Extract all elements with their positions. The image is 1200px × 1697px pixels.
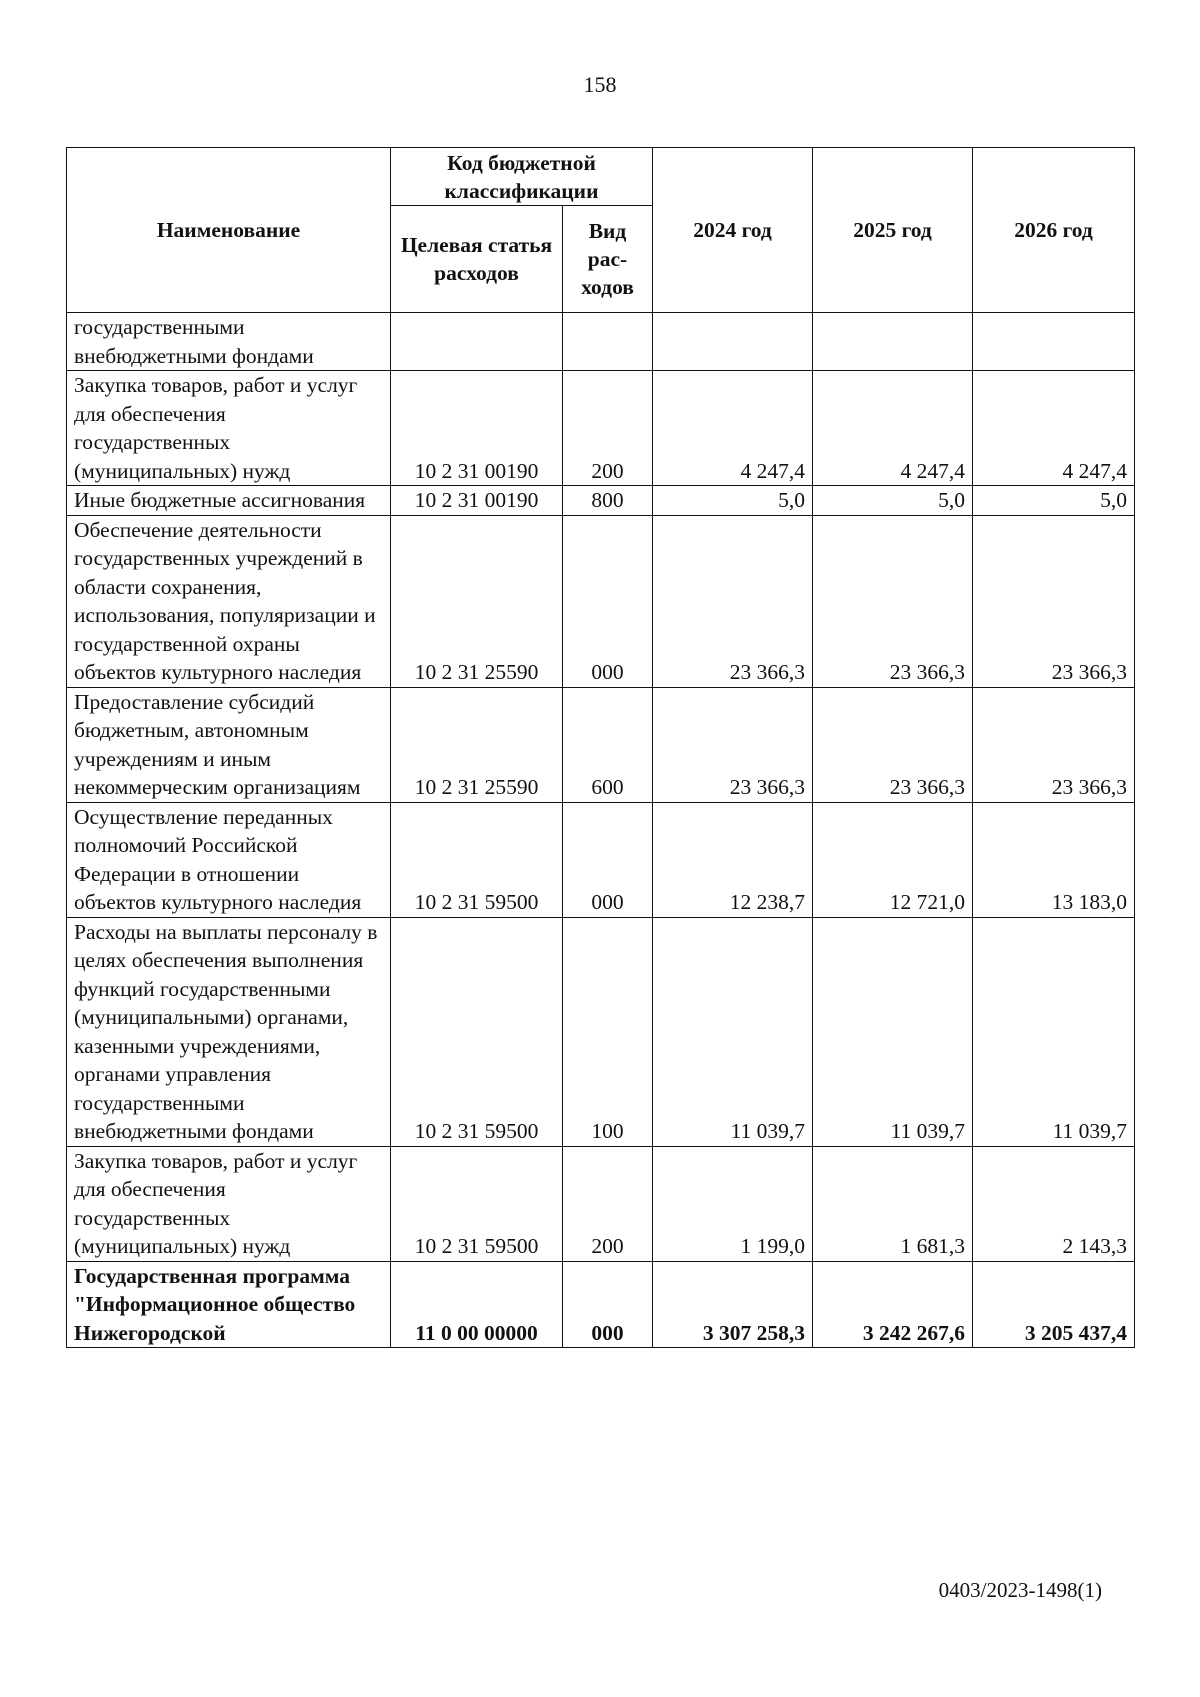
row-target-article: 10 2 31 59500 (391, 917, 563, 1146)
row-target-article: 10 2 31 59500 (391, 802, 563, 917)
row-value-2026: 13 183,0 (973, 802, 1135, 917)
row-name: Закупка товаров, работ и услуг для обеспечения государственных (муниципальных) нужд (67, 371, 391, 486)
row-value-2026 (973, 313, 1135, 371)
row-name: Предоставление субсидий бюджетным, автономным учреждениям и иным некоммерческим организациям (67, 687, 391, 802)
table-row (67, 486, 1135, 516)
table-row (67, 371, 1135, 486)
row-value-2024 (653, 313, 813, 371)
row-name: Закупка товаров, работ и услуг для обеспечения государственных (муниципальных) нужд (67, 1146, 391, 1261)
row-expense-type: 000 (563, 515, 653, 687)
table-row (67, 687, 1135, 802)
header-budget-code: Код бюджетной классификации (391, 148, 653, 206)
table-row (67, 802, 1135, 917)
row-value-2026: 23 366,3 (973, 515, 1135, 687)
row-name: Обеспечение деятельности государственных учреждений в области сохранения, использования, популяризации и государственной охраны объектов культурного наследия (67, 515, 391, 687)
row-value-2025: 12 721,0 (813, 802, 973, 917)
row-value-2024: 11 039,7 (653, 917, 813, 1146)
header-year-2024: 2024 год (653, 148, 813, 313)
row-target-article (391, 313, 563, 371)
row-expense-type: 200 (563, 1146, 653, 1261)
row-value-2025 (813, 313, 973, 371)
row-expense-type: 000 (563, 802, 653, 917)
table-row (67, 1146, 1135, 1261)
page-number: 158 (583, 72, 617, 97)
header-expense-type: Вид рас-ходов (563, 206, 653, 313)
row-value-2026: 11 039,7 (973, 917, 1135, 1146)
row-value-2025: 23 366,3 (813, 687, 973, 802)
row-value-2024: 23 366,3 (653, 687, 813, 802)
row-expense-type (563, 313, 653, 371)
row-value-2024: 1 199,0 (653, 1146, 813, 1261)
row-value-2026: 2 143,3 (973, 1146, 1135, 1261)
row-name: Осуществление переданных полномочий Российской Федерации в отношении объектов культурного наследия (67, 802, 391, 917)
row-target-article: 10 2 31 25590 (391, 515, 563, 687)
row-name: Государственная программа "Информационное общество Нижегородской (67, 1261, 391, 1348)
table-row (67, 917, 1135, 1146)
row-expense-type: 600 (563, 687, 653, 802)
header-name: Наименование (67, 148, 391, 313)
row-target-article: 10 2 31 59500 (391, 1146, 563, 1261)
table-row (67, 515, 1135, 687)
document-code: 0403/2023-1498(1) (938, 1578, 1102, 1602)
row-value-2026: 4 247,4 (973, 371, 1135, 486)
row-value-2024: 3 307 258,3 (653, 1261, 813, 1348)
row-value-2025: 11 039,7 (813, 917, 973, 1146)
row-expense-type: 800 (563, 486, 653, 516)
row-expense-type: 000 (563, 1261, 653, 1348)
row-expense-type: 100 (563, 917, 653, 1146)
row-value-2024: 23 366,3 (653, 515, 813, 687)
row-expense-type: 200 (563, 371, 653, 486)
table-header (67, 148, 1135, 313)
header-target-article: Целевая статья расходов (391, 206, 563, 313)
row-value-2024: 12 238,7 (653, 802, 813, 917)
table-row-program-total (67, 1261, 1135, 1348)
row-value-2026: 5,0 (973, 486, 1135, 516)
row-name: государственными внебюджетными фондами (67, 313, 391, 371)
table-body (67, 313, 1135, 1348)
header-year-2026: 2026 год (973, 148, 1135, 313)
row-value-2025: 4 247,4 (813, 371, 973, 486)
row-name: Расходы на выплаты персоналу в целях обеспечения выполнения функций государственными (муниципальными) органами, казенными учреждениями, органами управления государственными внебюджетными фондами (67, 917, 391, 1146)
row-value-2025: 5,0 (813, 486, 973, 516)
row-name: Иные бюджетные ассигнования (67, 486, 391, 516)
row-target-article: 10 2 31 00190 (391, 486, 563, 516)
row-value-2025: 3 242 267,6 (813, 1261, 973, 1348)
header-year-2025: 2025 год (813, 148, 973, 313)
row-value-2025: 1 681,3 (813, 1146, 973, 1261)
row-value-2025: 23 366,3 (813, 515, 973, 687)
row-value-2026: 3 205 437,4 (973, 1261, 1135, 1348)
row-value-2024: 5,0 (653, 486, 813, 516)
budget-table (66, 147, 1135, 1348)
row-value-2024: 4 247,4 (653, 371, 813, 486)
table-row (67, 313, 1135, 371)
row-target-article: 11 0 00 00000 (391, 1261, 563, 1348)
row-target-article: 10 2 31 00190 (391, 371, 563, 486)
row-value-2026: 23 366,3 (973, 687, 1135, 802)
row-target-article: 10 2 31 25590 (391, 687, 563, 802)
